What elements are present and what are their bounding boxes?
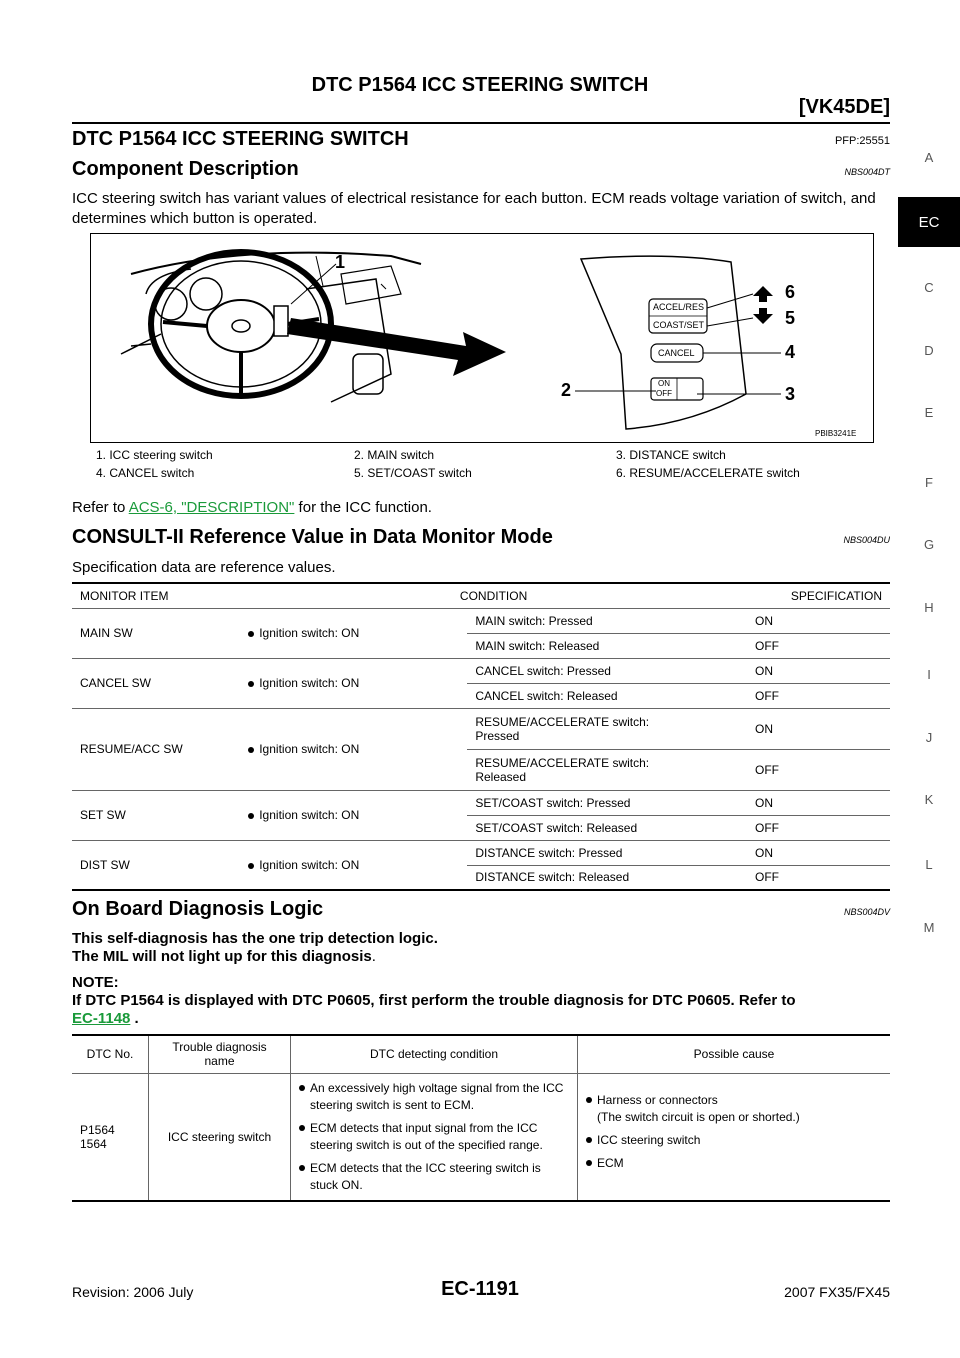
callout-4: 4 — [785, 342, 796, 362]
component-text: ICC steering switch has variant values of electrical resistance for each button. ECM reads voltage variation of switch, and determines which button is operated. — [72, 190, 876, 227]
callout-1: 1 — [335, 252, 346, 272]
dtc-number: P1564 1564 — [72, 1073, 149, 1201]
obd-heading: On Board Diagnosis Logic — [72, 898, 324, 920]
column-header: Trouble diagnosis name — [149, 1035, 291, 1073]
caption-item: 3. DISTANCE switch — [616, 448, 726, 462]
dtc-table — [72, 1034, 890, 1202]
sub-condition: DISTANCE switch: Pressed — [467, 840, 747, 865]
index-tab-c[interactable]: C — [924, 280, 934, 295]
index-tab-ec-active[interactable]: EC — [898, 197, 960, 247]
caption-item: 5. SET/COAST switch — [354, 466, 472, 480]
component-heading-row — [72, 158, 890, 181]
callout-6: 6 — [785, 282, 796, 302]
coast-set-label: COAST/SET — [653, 320, 705, 330]
column-header: SPECIFICATION — [747, 583, 890, 608]
index-tab-j[interactable]: J — [925, 730, 933, 745]
index-tab-k[interactable]: K — [924, 792, 934, 807]
column-header: CONDITION — [240, 583, 747, 608]
monitor-item: MAIN SW — [72, 608, 240, 658]
spec-value: ON — [747, 608, 890, 633]
obd-ref: NBS004DV — [843, 907, 890, 917]
detecting-conditions — [291, 1073, 578, 1201]
sub-condition: MAIN switch: Pressed — [467, 608, 747, 633]
column-header: Possible cause — [578, 1035, 891, 1073]
cause-item: ECM — [586, 1155, 882, 1172]
condition: Ignition switch: ON — [240, 790, 467, 840]
sub-condition: MAIN switch: Released — [467, 633, 747, 658]
consult-table — [72, 582, 890, 891]
cause-item: ICC steering switch — [586, 1132, 882, 1149]
obd-line-1: This self-diagnosis has the one trip detection logic. — [72, 930, 438, 947]
figure-code: PBIB3241E — [815, 429, 857, 438]
off-label: OFF — [656, 389, 672, 398]
steering-switch-illustration — [91, 234, 873, 442]
note-text: If DTC P1564 is displayed with DTC P0605, first perform the trouble diagnosis for DTC P0605. Refer to EC-1148 . — [72, 992, 796, 1027]
callout-5: 5 — [785, 308, 796, 328]
callout-3: 3 — [785, 384, 796, 404]
steering-switch-figure — [90, 233, 874, 443]
caption-item: 1. ICC steering switch — [96, 448, 213, 462]
column-header: DTC No. — [72, 1035, 149, 1073]
index-tab-l[interactable]: L — [925, 857, 933, 872]
engine-code: [VK45DE] — [798, 96, 890, 118]
monitor-item: SET SW — [72, 790, 240, 840]
consult-ref: NBS004DU — [843, 535, 890, 545]
index-tab-d[interactable]: D — [924, 343, 934, 358]
condition-item: ECM detects that the ICC steering switch is stuck ON. — [299, 1160, 569, 1194]
condition: Ignition switch: ON — [240, 608, 467, 658]
index-tab-m[interactable]: M — [923, 920, 935, 935]
sub-condition: CANCEL switch: Released — [467, 683, 747, 708]
column-header: MONITOR ITEM — [72, 583, 240, 608]
acs-6-link[interactable]: ACS-6, "DESCRIPTION" — [128, 499, 295, 516]
revision-date: Revision: 2006 July — [72, 1284, 194, 1300]
cause-item: Harness or connectors (The switch circuit is open or shorted.) — [586, 1092, 882, 1126]
spec-value: OFF — [754, 870, 779, 885]
cancel-label: CANCEL — [658, 348, 695, 358]
spec-value: OFF — [747, 633, 890, 658]
index-tab-f[interactable]: F — [925, 475, 933, 490]
header-divider — [72, 122, 890, 124]
condition-item: ECM detects that input signal from the ICC steering switch is out of the specified range. — [299, 1120, 569, 1154]
index-tab-a[interactable]: A — [924, 150, 934, 165]
index-tab-h[interactable]: H — [924, 600, 934, 615]
spec-value: OFF — [747, 815, 890, 840]
consult-intro: Specification data are reference values. — [72, 559, 336, 576]
consult-heading: CONSULT-II Reference Value in Data Monitor Mode — [72, 526, 553, 548]
component-heading: Component Description — [72, 158, 299, 180]
spec-value: OFF — [747, 749, 890, 790]
monitor-item: DIST SW — [80, 857, 130, 872]
component-ref: NBS004DT — [844, 167, 890, 177]
spec-value: ON — [747, 658, 890, 683]
caption-item: 4. CANCEL switch — [96, 466, 195, 480]
refer-line: Refer to ACS-6, "DESCRIPTION" for the ICC function. — [72, 499, 432, 516]
sub-condition: CANCEL switch: Pressed — [467, 658, 747, 683]
note-label: NOTE: — [72, 974, 119, 991]
monitor-item: CANCEL SW — [72, 658, 240, 708]
consult-heading-row — [72, 526, 890, 549]
model-name: 2007 FX35/FX45 — [784, 1284, 890, 1300]
spec-value: ON — [747, 840, 890, 865]
condition: Ignition switch: ON — [240, 708, 467, 790]
column-header: DTC detecting condition — [291, 1035, 578, 1073]
page-header-title: DTC P1564 ICC STEERING SWITCH — [311, 74, 649, 96]
ec-1148-link[interactable]: EC-1148 — [72, 1010, 131, 1027]
sub-condition: RESUME/ACCELERATE switch: Released — [467, 749, 747, 790]
index-tab-g[interactable]: G — [923, 537, 935, 552]
page-number: EC-1191 — [441, 1278, 519, 1300]
possible-causes — [578, 1073, 891, 1201]
condition: Ignition switch: ON — [240, 658, 467, 708]
trouble-name: ICC steering switch — [149, 1073, 291, 1201]
condition: Ignition switch: ON — [240, 840, 467, 890]
main-title: DTC P1564 ICC STEERING SWITCH — [72, 128, 409, 150]
index-tab-e[interactable]: E — [924, 405, 934, 420]
sub-condition: RESUME/ACCELERATE switch: Pressed — [467, 708, 747, 749]
monitor-item: RESUME/ACC SW — [72, 708, 240, 790]
sub-condition: SET/COAST switch: Pressed — [467, 790, 747, 815]
index-tab-i[interactable]: I — [927, 667, 931, 682]
caption-item: 6. RESUME/ACCELERATE switch — [616, 466, 800, 480]
figure-caption-table — [96, 446, 856, 482]
spec-value: OFF — [747, 683, 890, 708]
obd-heading-row — [72, 898, 890, 921]
callout-2: 2 — [561, 380, 572, 400]
pfp-code: PFP:25551 — [834, 135, 890, 147]
condition-item: An excessively high voltage signal from the ICC steering switch is sent to ECM. — [299, 1080, 569, 1114]
obd-line-2: The MIL will not light up for this diagnosis. — [72, 948, 376, 965]
sub-condition: SET/COAST switch: Released — [467, 815, 747, 840]
spec-value: ON — [747, 708, 890, 749]
spec-value: ON — [747, 790, 890, 815]
main-title-row — [72, 128, 890, 151]
caption-item: 2. MAIN switch — [354, 448, 435, 462]
on-label: ON — [658, 379, 670, 388]
sub-condition: DISTANCE switch: Released — [475, 870, 630, 885]
accel-res-label: ACCEL/RES — [653, 302, 705, 312]
